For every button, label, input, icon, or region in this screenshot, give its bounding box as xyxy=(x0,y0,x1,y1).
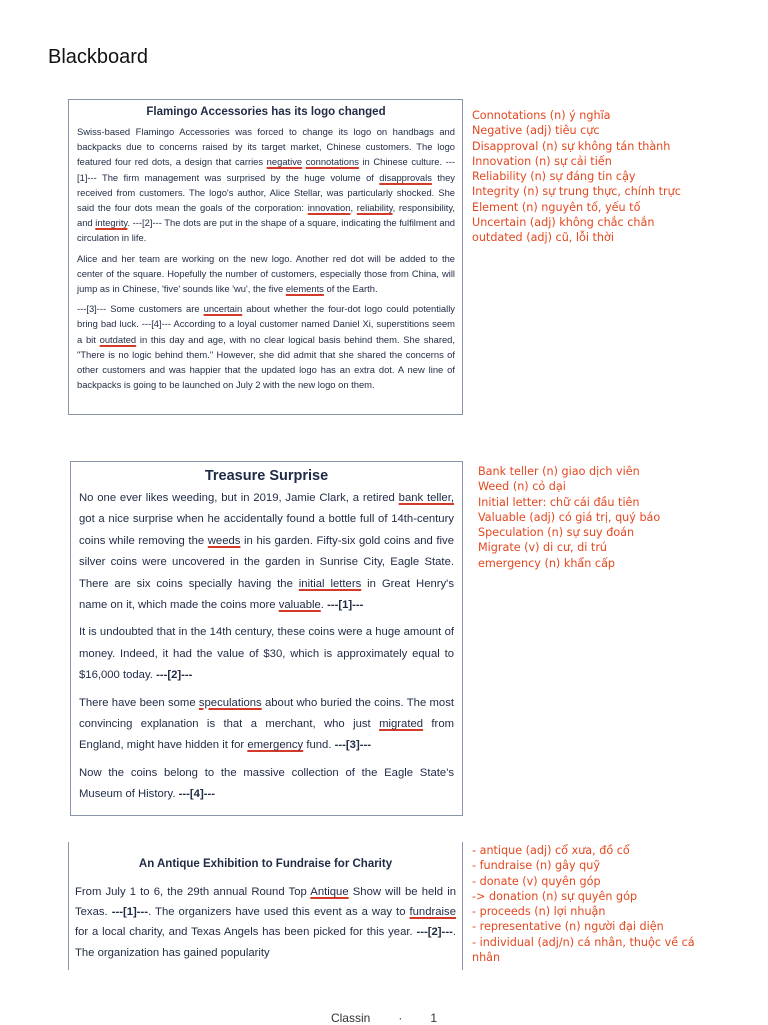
highlighted-word: emergency xyxy=(247,739,304,752)
text-run: . The organizers have used this event as a way to xyxy=(148,906,410,919)
highlighted-word: uncertain xyxy=(203,303,243,315)
text-run: , xyxy=(350,202,357,214)
text-run: they received from customers. The logo's author, Alice Stellar, was particularly shocked. She said the four dots mean the goals of the corporation: xyxy=(77,171,455,214)
highlighted-word: Antique xyxy=(310,886,349,898)
vocab-note: - proceeds (n) lợi nhuận xyxy=(472,905,606,919)
text-run: Now the coins belong to the massive collection of the Eagle State's Museum of History. xyxy=(79,766,454,801)
question-marker: ---[1]--- xyxy=(111,906,149,919)
text-run: There have been some xyxy=(79,696,199,709)
article-paragraph xyxy=(79,488,454,616)
article-title: Flamingo Accessories has its logo changed xyxy=(146,106,386,118)
vocabulary-notes xyxy=(472,108,681,246)
article-flamingo xyxy=(68,99,463,415)
vocab-note: Speculation (n) sự suy đoán xyxy=(478,526,635,540)
text-run: , responsibility, and xyxy=(77,202,455,229)
question-marker: ---[4]--- xyxy=(178,788,215,801)
text-run: in Great Henry's name on it, which made the coins more xyxy=(79,577,454,612)
article-paragraph xyxy=(77,301,455,392)
highlighted-word: disapprovals xyxy=(379,171,432,183)
vocabulary-notes xyxy=(478,464,660,571)
highlighted-word: negative xyxy=(266,156,303,168)
text-run: Swiss-based Flamingo Accessories was forced to change its logo on handbags and backpacks due to concerns raised by its target market, Chinese customers. The logo featured four red dots, a design that carries xyxy=(77,126,455,168)
vocab-note: Valuable (adj) có giá trị, quý báo xyxy=(478,510,661,524)
vocab-note: Negative (adj) tiêu cực xyxy=(472,124,600,138)
highlighted-word: elements xyxy=(285,283,324,295)
app-name: Classin xyxy=(330,1011,371,1025)
article-paragraph xyxy=(79,763,454,806)
vocab-note: - antique (adj) cổ xưa, đồ cổ xyxy=(472,844,630,857)
page-title: Blackboard xyxy=(48,46,149,68)
text-run: It is undoubted that in the 14th century, these coins were a huge amount of money. Indeed, it had the value of $30, which is approximately equal to $16,000 today. xyxy=(79,626,454,682)
vocab-note: - donate (v) quyên góp xyxy=(472,874,601,888)
article-paragraph xyxy=(77,124,455,246)
text-run: in his garden. Fifty-six gold coins and five silver coins were uncovered in the garden in Sunrise City, Eagle State. There are six coins specially having the xyxy=(79,534,454,590)
vocab-note: - representative (n) người đại diện xyxy=(472,920,664,934)
highlighted-word: valuable xyxy=(278,599,321,612)
vocab-note: Element (n) nguyên tố, yếu tố xyxy=(472,200,641,214)
vocab-note: - individual (adj/n) cá nhân, thuộc về cá nhân xyxy=(472,935,695,965)
text-run: about whether the four-dot logo could potentially bring bad luck. ---[4]--- According to a loyal customer named Daniel Xi, superstitions seem a bit xyxy=(77,303,455,345)
highlighted-word: speculations xyxy=(198,696,262,709)
article-title: An Antique Exhibition to Fundraise for Charity xyxy=(138,858,393,870)
vocab-note: Connotations (n) ý nghĩa xyxy=(472,109,611,122)
footer-separator: · xyxy=(398,1011,403,1025)
highlighted-word: outdated xyxy=(99,333,137,345)
highlighted-word: migrated xyxy=(379,718,424,731)
highlighted-word: innovation xyxy=(307,202,351,214)
vocab-note: Innovation (n) sự cải tiến xyxy=(472,154,612,168)
page-number: 1 xyxy=(430,1011,438,1025)
question-marker: ---[2]--- xyxy=(156,669,193,682)
vocab-note: Uncertain (adj) không chắc chắn xyxy=(472,216,655,230)
highlighted-word: connotations xyxy=(305,156,359,168)
text-run: . The organization has gained popularity xyxy=(75,926,456,959)
highlighted-word: integrity xyxy=(95,217,128,229)
vocab-note: emergency (n) khẩn cấp xyxy=(478,556,616,570)
highlighted-word: weeds xyxy=(207,534,241,547)
text-run: No one ever likes weeding, but in 2019, Jamie Clark, a retired xyxy=(79,492,399,504)
vocab-note: Disapproval (n) sự không tán thành xyxy=(472,139,671,153)
highlighted-word: reliability xyxy=(356,202,393,214)
text-run: about who buried the coins. The most convincing explanation is that a merchant, who just xyxy=(79,696,454,731)
text-run: in this day and age, with no clear logical basis behind them. She shared, "There is no logic behind them." However, she did admit that she shared the concerns of other customers and was happier that the updated logo has an extra dot. A new line of backpacks is going to be launched on July 2 with the new logo on them. xyxy=(77,333,455,391)
text-run: From July 1 to 6, the 29th annual Round Top xyxy=(75,886,311,898)
text-run: . ---[2]--- The dots are put in the shape of a square, indicating the fulfilment and circulation in life. xyxy=(77,217,455,244)
vocab-note: Migrate (v) di cư, di trú xyxy=(478,541,608,555)
question-marker: ---[3]--- xyxy=(334,739,371,752)
vocab-note: -> donation (n) sự quyên góp xyxy=(472,889,638,903)
text-run: from England, might have hidden it for xyxy=(79,718,455,752)
question-marker: ---[1]--- xyxy=(327,599,364,612)
question-marker: ---[2]--- xyxy=(416,926,453,939)
article-treasure xyxy=(70,461,463,816)
vocabulary-notes xyxy=(472,843,697,965)
page-footer xyxy=(0,1011,768,1025)
highlighted-word: initial letters xyxy=(298,577,362,590)
text-run: fund. xyxy=(303,739,335,752)
text-run: for a local charity, and Texas Angels has been picked for this year. xyxy=(75,926,417,939)
highlighted-word: fundraise xyxy=(409,906,456,919)
text-run: of the Earth. xyxy=(323,283,378,295)
article-antique xyxy=(68,842,463,970)
vocab-note: Bank teller (n) giao dịch viên xyxy=(478,465,640,478)
vocab-note: Integrity (n) sự trung thực, chính trực xyxy=(472,185,681,199)
vocab-note: Reliability (n) sự đáng tin cậy xyxy=(472,170,636,184)
article-paragraph xyxy=(75,882,456,963)
text-run: in Chinese culture. ---[1]--- The firm management was surprised by the huge volume of xyxy=(77,156,456,183)
text-run: Show will be held in Texas. xyxy=(75,886,457,919)
text-run: . xyxy=(320,599,328,612)
vocab-note: Initial letter: chữ cái đầu tiên xyxy=(478,495,640,509)
article-paragraph xyxy=(79,693,454,757)
vocab-note: - fundraise (n) gây quỹ xyxy=(472,859,600,873)
text-run: got a nice surprise when he accidentally found a bottle full of 14th-century coins while removing the xyxy=(79,513,454,547)
article-paragraph xyxy=(77,251,455,297)
highlighted-word: bank teller, xyxy=(398,492,454,504)
vocab-note: outdated (adj) cũ, lỗi thời xyxy=(472,231,614,245)
text-run: ---[3]--- Some customers are xyxy=(77,303,204,315)
article-paragraph xyxy=(79,622,454,686)
text-run: Alice and her team are working on the new logo. Another red dot will be added to the center of the square. Hopefully the number of customers, especially those from China, will jump as in Chinese, 'five' sounds like 'wu', the five xyxy=(77,252,455,295)
article-title: Treasure Surprise xyxy=(204,468,329,484)
vocab-note: Weed (n) cỏ dại xyxy=(478,480,566,494)
